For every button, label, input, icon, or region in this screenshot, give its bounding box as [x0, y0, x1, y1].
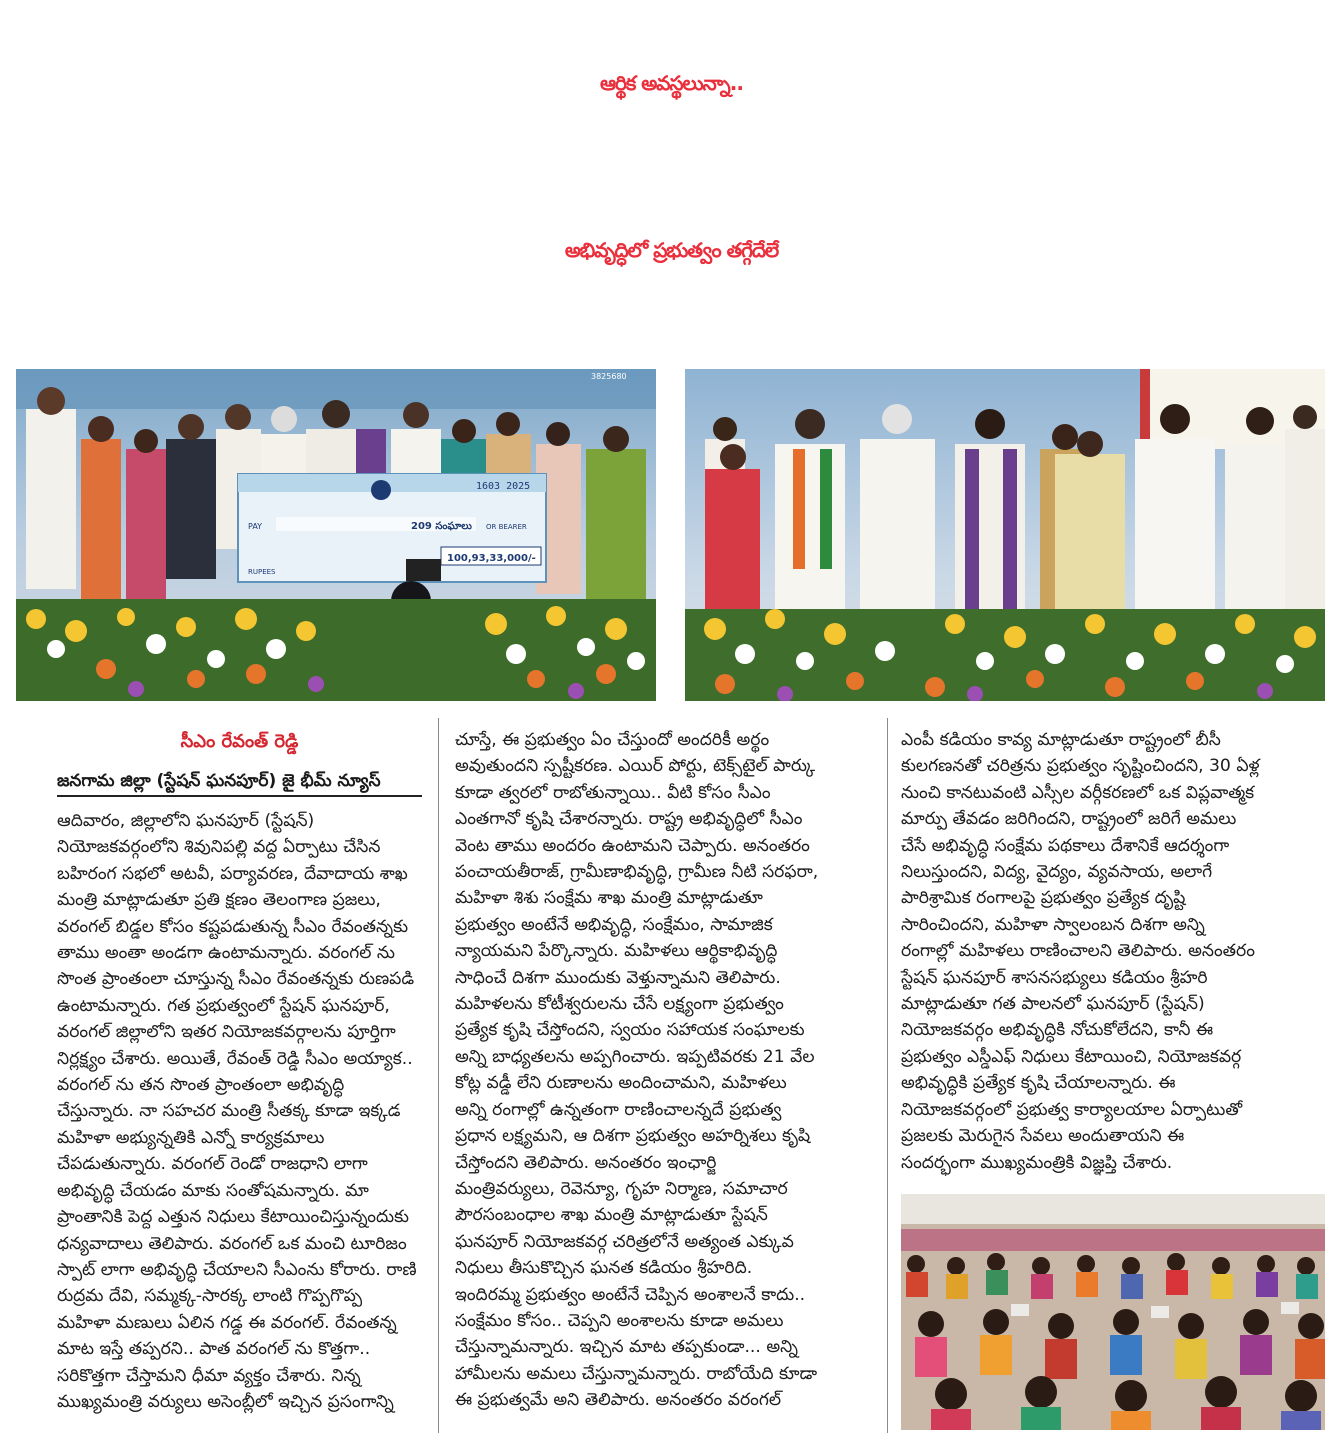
photo-cheque-presentation	[16, 369, 656, 701]
cheque-bearer: OR BEARER	[486, 523, 527, 531]
article-line: ప్రభుత్వం అంటేనే అభివృద్ధి, సంక్షేమం, సామాజిక	[455, 914, 773, 935]
article-line: వరంగల్ బిడ్డల కోసం కష్టపడుతున్న సీఎం రేవంతన్నకు	[57, 916, 409, 937]
article-line: ఎంపీ కడియం కావ్య మాట్లాడుతూ రాష్ట్రంలో బీసీ	[901, 730, 1221, 750]
cheque-pay-label: PAY	[248, 522, 263, 531]
article-line: స్టేషన్ ఘనపూర్ శాసనసభ్యులు కడియం శ్రీహరి	[901, 967, 1208, 988]
photo-leaders-group	[685, 369, 1325, 701]
cheque-amount: 100,93,33,000/-	[447, 553, 536, 564]
cheque-number: 1603 2025	[476, 481, 531, 492]
article-line: అభివృద్ధికి ప్రత్యేక కృషి చేయాలన్నారు. ఈ	[901, 1073, 1176, 1094]
article-line: చేపడుతున్నారు. వరంగల్ రెండో రాజధాని లాగా	[57, 1154, 368, 1175]
article-line: ఇందిరమ్మ ప్రభుత్వం అంటేనే చెప్పిన అంశాలనే కాదు..	[455, 1284, 806, 1305]
article-line: మంత్రి మాట్లాడుతూ ప్రతి క్షణం తెలంగాణ ప్రజలు,	[57, 890, 381, 911]
cheque-payee: 209 సంఘాలు	[411, 521, 472, 532]
article-line: కూడా త్వరలో రాబోతున్నాయి.. వీటి కోసం సీఎం	[455, 782, 771, 803]
article-line: నియోజకవర్గం అభివృద్ధికి నోచుకోలేదని, కానీ ఈ	[901, 1020, 1214, 1041]
headline-line-1: ఆర్థిక అవస్థలున్నా..	[600, 71, 743, 95]
article-line: ముఖ్యమంత్రి వర్యులు అసెంబ్లీలో ఇచ్చిన ప్రసంగాన్ని	[57, 1391, 394, 1412]
article-line: అవుతుందని స్పష్టీకరణ. ఎయిర్ పోర్టు, టెక్స్‌టైల్ పార్కు	[455, 756, 816, 777]
article-line: నియోజకవర్గంలో ప్రభుత్వ కార్యాలయాల ఏర్పాటుతో	[901, 1099, 1243, 1120]
article-line: కులగణనతో చరిత్రను ప్రభుత్వం సృష్టించిందని, 30 ఏళ్ల	[901, 756, 1260, 777]
article-column-3	[901, 727, 1325, 1176]
article-line: మహిళా అభ్యున్నతికి ఎన్నో కార్యక్రమాలు	[57, 1127, 325, 1148]
article-line: నుంచి కానటువంటి ఎస్సీల వర్గీకరణలో ఒక విప్లవాత్మక	[901, 782, 1255, 803]
article-line: ప్రత్యేక కృషి చేస్తోందని, స్వయం సహాయక సంఘాలకు	[455, 1020, 805, 1041]
article-line: సంక్షేమం కోసం.. చెప్పని అంశాలను కూడా అమలు	[455, 1310, 784, 1331]
article-line: మార్పు తేవడం జరిగిందని, రాష్ట్రంలో జరిగే అమలు	[901, 809, 1237, 830]
article-line: మహిళా శిశు సంక్షేమ శాఖ మంత్రి మాట్లాడుతూ	[455, 888, 763, 909]
article-line: వరంగల్ ను తన సొంత ప్రాంతంలా అభివృద్ధి	[57, 1075, 345, 1096]
article-line: మహిళలను కోటీశ్వరులను చేసే లక్ష్యంగా ప్రభుత్వం	[455, 994, 784, 1015]
article-line: చేస్తున్నారు. నా సహచర మంత్రి సీతక్క కూడా ఇక్కడ	[57, 1101, 401, 1122]
article-line: ప్రాంతానికి పెద్ద ఎత్తున నిధులు కేటాయించిస్తున్నందుకు	[57, 1207, 410, 1228]
cheque-rupees-label: RUPEES	[248, 568, 276, 576]
corner-number: 3825680	[591, 372, 627, 381]
article-line: ఈ ప్రభుత్వమే అని తెలిపారు. అనంతరం వరంగల్	[455, 1390, 782, 1411]
article-line: తాము అంతా అండగా ఉంటామన్నారు. వరంగల్ ను	[57, 943, 395, 964]
article-line: ధన్యవాదాలు తెలిపారు. వరంగల్ ఒక మంచి టూరిజం	[57, 1233, 407, 1254]
article-line: సందర్భంగా ముఖ్యమంత్రికి విజ్ఞప్తి చేశారు.	[901, 1152, 1173, 1173]
article-line: మంత్రివర్యులు, రెవెన్యూ, గృహ నిర్మాణ, సమాచార	[455, 1178, 788, 1199]
article-line: ఉంటామన్నారు. గత ప్రభుత్వంలో స్టేషన్ ఘనపూర్,	[57, 995, 390, 1016]
article-line: హామీలను అమలు చేస్తున్నామన్నారు. రాబోయేది కూడా	[455, 1363, 817, 1384]
article-line: ఆదివారం, జిల్లాలోని ఘనపూర్ (స్టేషన్)	[57, 811, 315, 831]
article-line: నిలుస్తుందని, విద్య, వైద్యం, వ్యవసాయ, అలాగే	[901, 862, 1213, 883]
dateline: జనగామ జిల్లా (స్టేషన్ ఘనపూర్) జై భీమ్ న్యూస్	[57, 767, 422, 797]
article-line: చేస్తోందని తెలిపారు. అనంతరం ఇంఛార్జి	[455, 1152, 717, 1173]
article-line: సాధించే దిశగా ముందుకు వెళ్తున్నామని తెలిపారు.	[455, 967, 781, 988]
article-line: న్యాయమని పేర్కొన్నారు. మహిళలు ఆర్థికాభివృద్ధి	[455, 941, 778, 962]
article-line: పారిశ్రామిక రంగాలపై ప్రభుత్వం ప్రత్యేక దృష్టి	[901, 888, 1186, 909]
article-line: సారించిందని, మహిళా స్వాలంబన దిశగా అన్ని	[901, 914, 1205, 935]
article-line: పౌరసంబంధాల శాఖ మంత్రి మాట్లాడుతూ స్టేషన్	[455, 1205, 768, 1226]
article-line: చేసే అభివృద్ధి సంక్షేమ పథకాలు దేశానికే ఆదర్శంగా	[901, 835, 1230, 856]
article-line: మాట ఇస్తే తప్పరని.. పాత వరంగల్ ను కొత్తగా..	[57, 1339, 371, 1360]
article-column-2	[455, 727, 873, 1414]
article-line: నిధులు తీసుకొచ్చిన ఘనత కడియం శ్రీహరిది.	[455, 1258, 753, 1279]
article-line: ఎంతగానో కృషి చేశారన్నారు. రాష్ట్ర అభివృద్ధిలో సీఎం	[455, 809, 803, 830]
article-line: మహిళా మణులు ఏలిన గడ్డ ఈ వరంగల్. రేవంతన్న	[57, 1312, 397, 1333]
article-line: మాట్లాడుతూ గత పాలనలో ఘనపూర్ (స్టేషన్)	[901, 994, 1205, 1015]
article-line: నిర్లక్ష్యం చేశారు. అయితే, రేవంత్ రెడ్డి సీఎం అయ్యాక..	[57, 1048, 413, 1069]
article-line: రుద్రమ దేవి, సమ్మక్క-సారక్క లాంటి గొప్పగొప్ప	[57, 1286, 363, 1307]
article-line: రంగాల్లో మహిళలు రాణించాలని తెలిపారు. అనంతరం	[901, 941, 1255, 962]
article-line: చేస్తున్నామన్నారు. ఇచ్చిన మాట తప్పకుండా... అన్ని	[455, 1337, 798, 1358]
photo-audience	[901, 1194, 1325, 1430]
article-line: స్పాట్ లాగా అభివృద్ధి చేయాలని సీఎంను కోరారు. రాణి	[57, 1259, 417, 1280]
column-rule	[887, 718, 888, 1433]
article-line: ప్రధాన లక్ష్యమని, ఆ దిశగా ప్రభుత్వం అహర్నిశలు కృషి	[455, 1126, 811, 1147]
article-line: ప్రజలకు మెరుగైన సేవలు అందుతాయని ఈ	[901, 1126, 1185, 1147]
article-line: వెంట తాము అందరం ఉంటామని చెప్పారు. అనంతరం	[455, 835, 810, 856]
article-line: వరంగల్ జిల్లాలోని ఇతర నియోజకవర్గాలను పూర్తిగా	[57, 1022, 396, 1043]
article-line: ప్రభుత్వం ఎస్డీఎఫ్ నిధులు కేటాయించి, నియోజకవర్గ	[901, 1046, 1242, 1067]
article-line: సొంత ప్రాంతంలా చూస్తున్న సీఎం రేవంతన్నకు రుణపడి	[57, 969, 415, 990]
article-line: పంచాయతీరాజ్, గ్రామీణాభివృద్ధి, గ్రామీణ నీటి సరఫరా,	[455, 862, 819, 883]
article-line: అభివృద్ధి చేయడం మాకు సంతోషమన్నారు. మా	[57, 1180, 369, 1201]
article-line: నియోజకవర్గంలోని శివునిపల్లి వద్ద ఏర్పాటు చేసిన	[57, 837, 381, 858]
article-line: చూస్తే, ఈ ప్రభుత్వం ఏం చేస్తుందో అందరికీ అర్థం	[455, 730, 770, 750]
article-line: బహిరంగ సభలో అటవీ, పర్యావరణ, దేవాదాయ శాఖ	[57, 863, 408, 884]
article-line: అన్ని రంగాల్లో ఉన్నతంగా రాణించాలన్నదే ప్రభుత్వ	[455, 1099, 782, 1120]
article-column-1	[57, 808, 422, 1415]
byline-name: సీఎం రేవంత్ రెడ్డి	[180, 731, 299, 752]
article-line: కోట్ల వడ్డీ లేని రుణాలను అందించామని, మహిళలు	[455, 1073, 787, 1094]
article-line: సరికొత్తగా చేస్తామని ధీమా వ్యక్తం చేశారు. నిన్న	[57, 1365, 361, 1386]
article-line: అన్ని బాధ్యతలను అప్పగించారు. ఇప్పటివరకు 21 వేల	[455, 1046, 815, 1067]
article-line: ఘనపూర్ నియోజకవర్గ చరిత్రలోనే అత్యంత ఎక్కువ	[455, 1231, 794, 1252]
column-rule	[438, 718, 439, 1433]
headline-line-2: అభివృద్ధిలో ప్రభుత్వం తగ్గేదేలే	[564, 238, 779, 262]
